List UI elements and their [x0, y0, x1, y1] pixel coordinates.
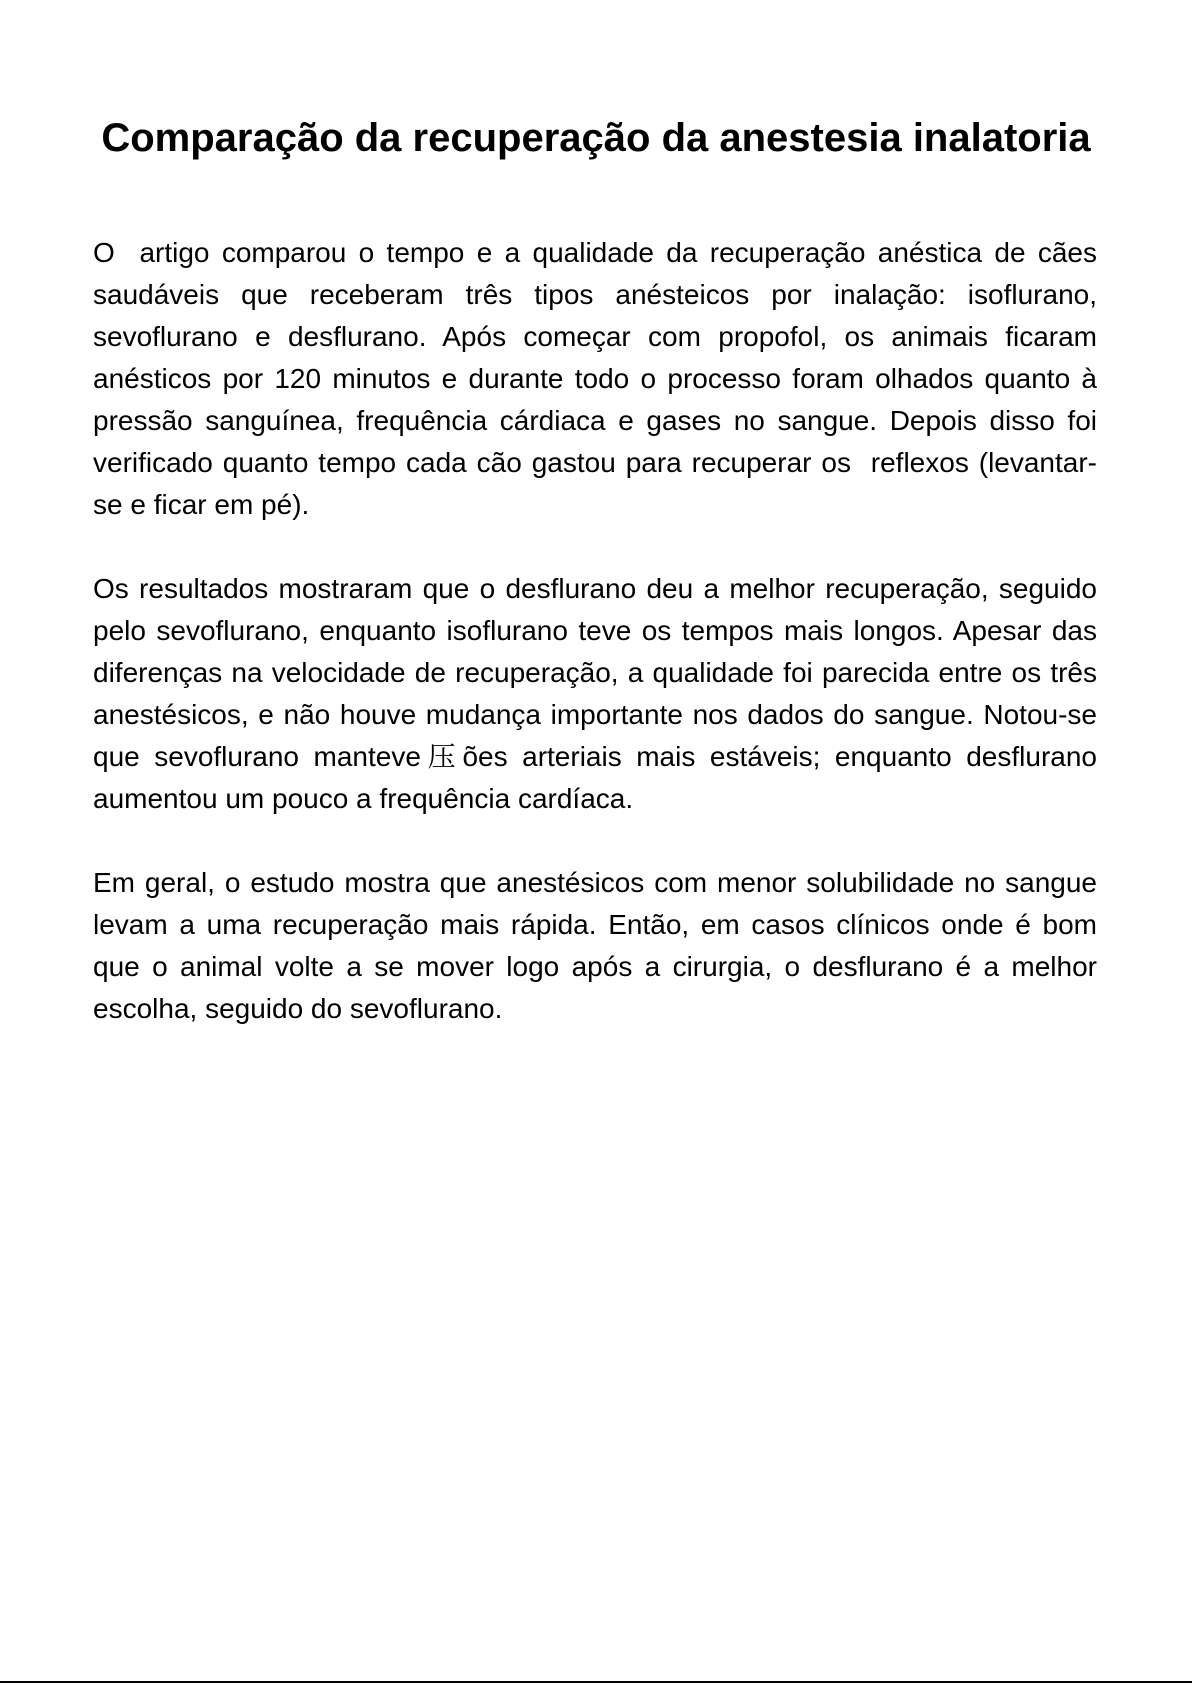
paragraph-intro: O artigo comparou o tempo e a qualidade da recuperação anéstica de cães saudáveis que receberam três tipos anésteicos por inalação: isoflurano, sevoflurano e desflurano. Após começar com propofol, os animais ficaram anésticos por 120 minutos e durante todo o processo foram olhados quanto à pressão sanguínea, frequência cárdiaca e gases no sangue. Depois disso foi verificado quanto tempo cada cão gastou para recuperar os reflexos (levantar-se e ficar em pé). — [93, 237, 1105, 520]
paragraph-results: Os resultados mostraram que o desflurano deu a melhor recuperação, seguido pelo sevoflurano, enquanto isoflurano teve os tempos mais longos. Apesar das diferenças na velocidade de recuperação, a qualidade foi parecida entre os três anestésicos, e não houve mudança importante nos dados do sangue. Notou-se que sevoflurano manteve压ões arteriais mais estáveis; enquanto desflurano aumentou um pouco a frequência cardíaca. — [93, 573, 1105, 814]
paragraph-conclusion: Em geral, o estudo mostra que anestésicos com menor solubilidade no sangue levam a uma recuperação mais rápida. Então, em casos clínicos onde é bom que o animal volte a se mover logo após a cirurgia, o desflurano é a melhor escolha, seguido do sevoflurano. — [93, 867, 1105, 1024]
page-title: Comparação da recuperação da anestesia inalatoria — [101, 116, 1091, 160]
document-body — [93, 232, 1105, 1072]
page-bottom-divider — [0, 1681, 1192, 1683]
